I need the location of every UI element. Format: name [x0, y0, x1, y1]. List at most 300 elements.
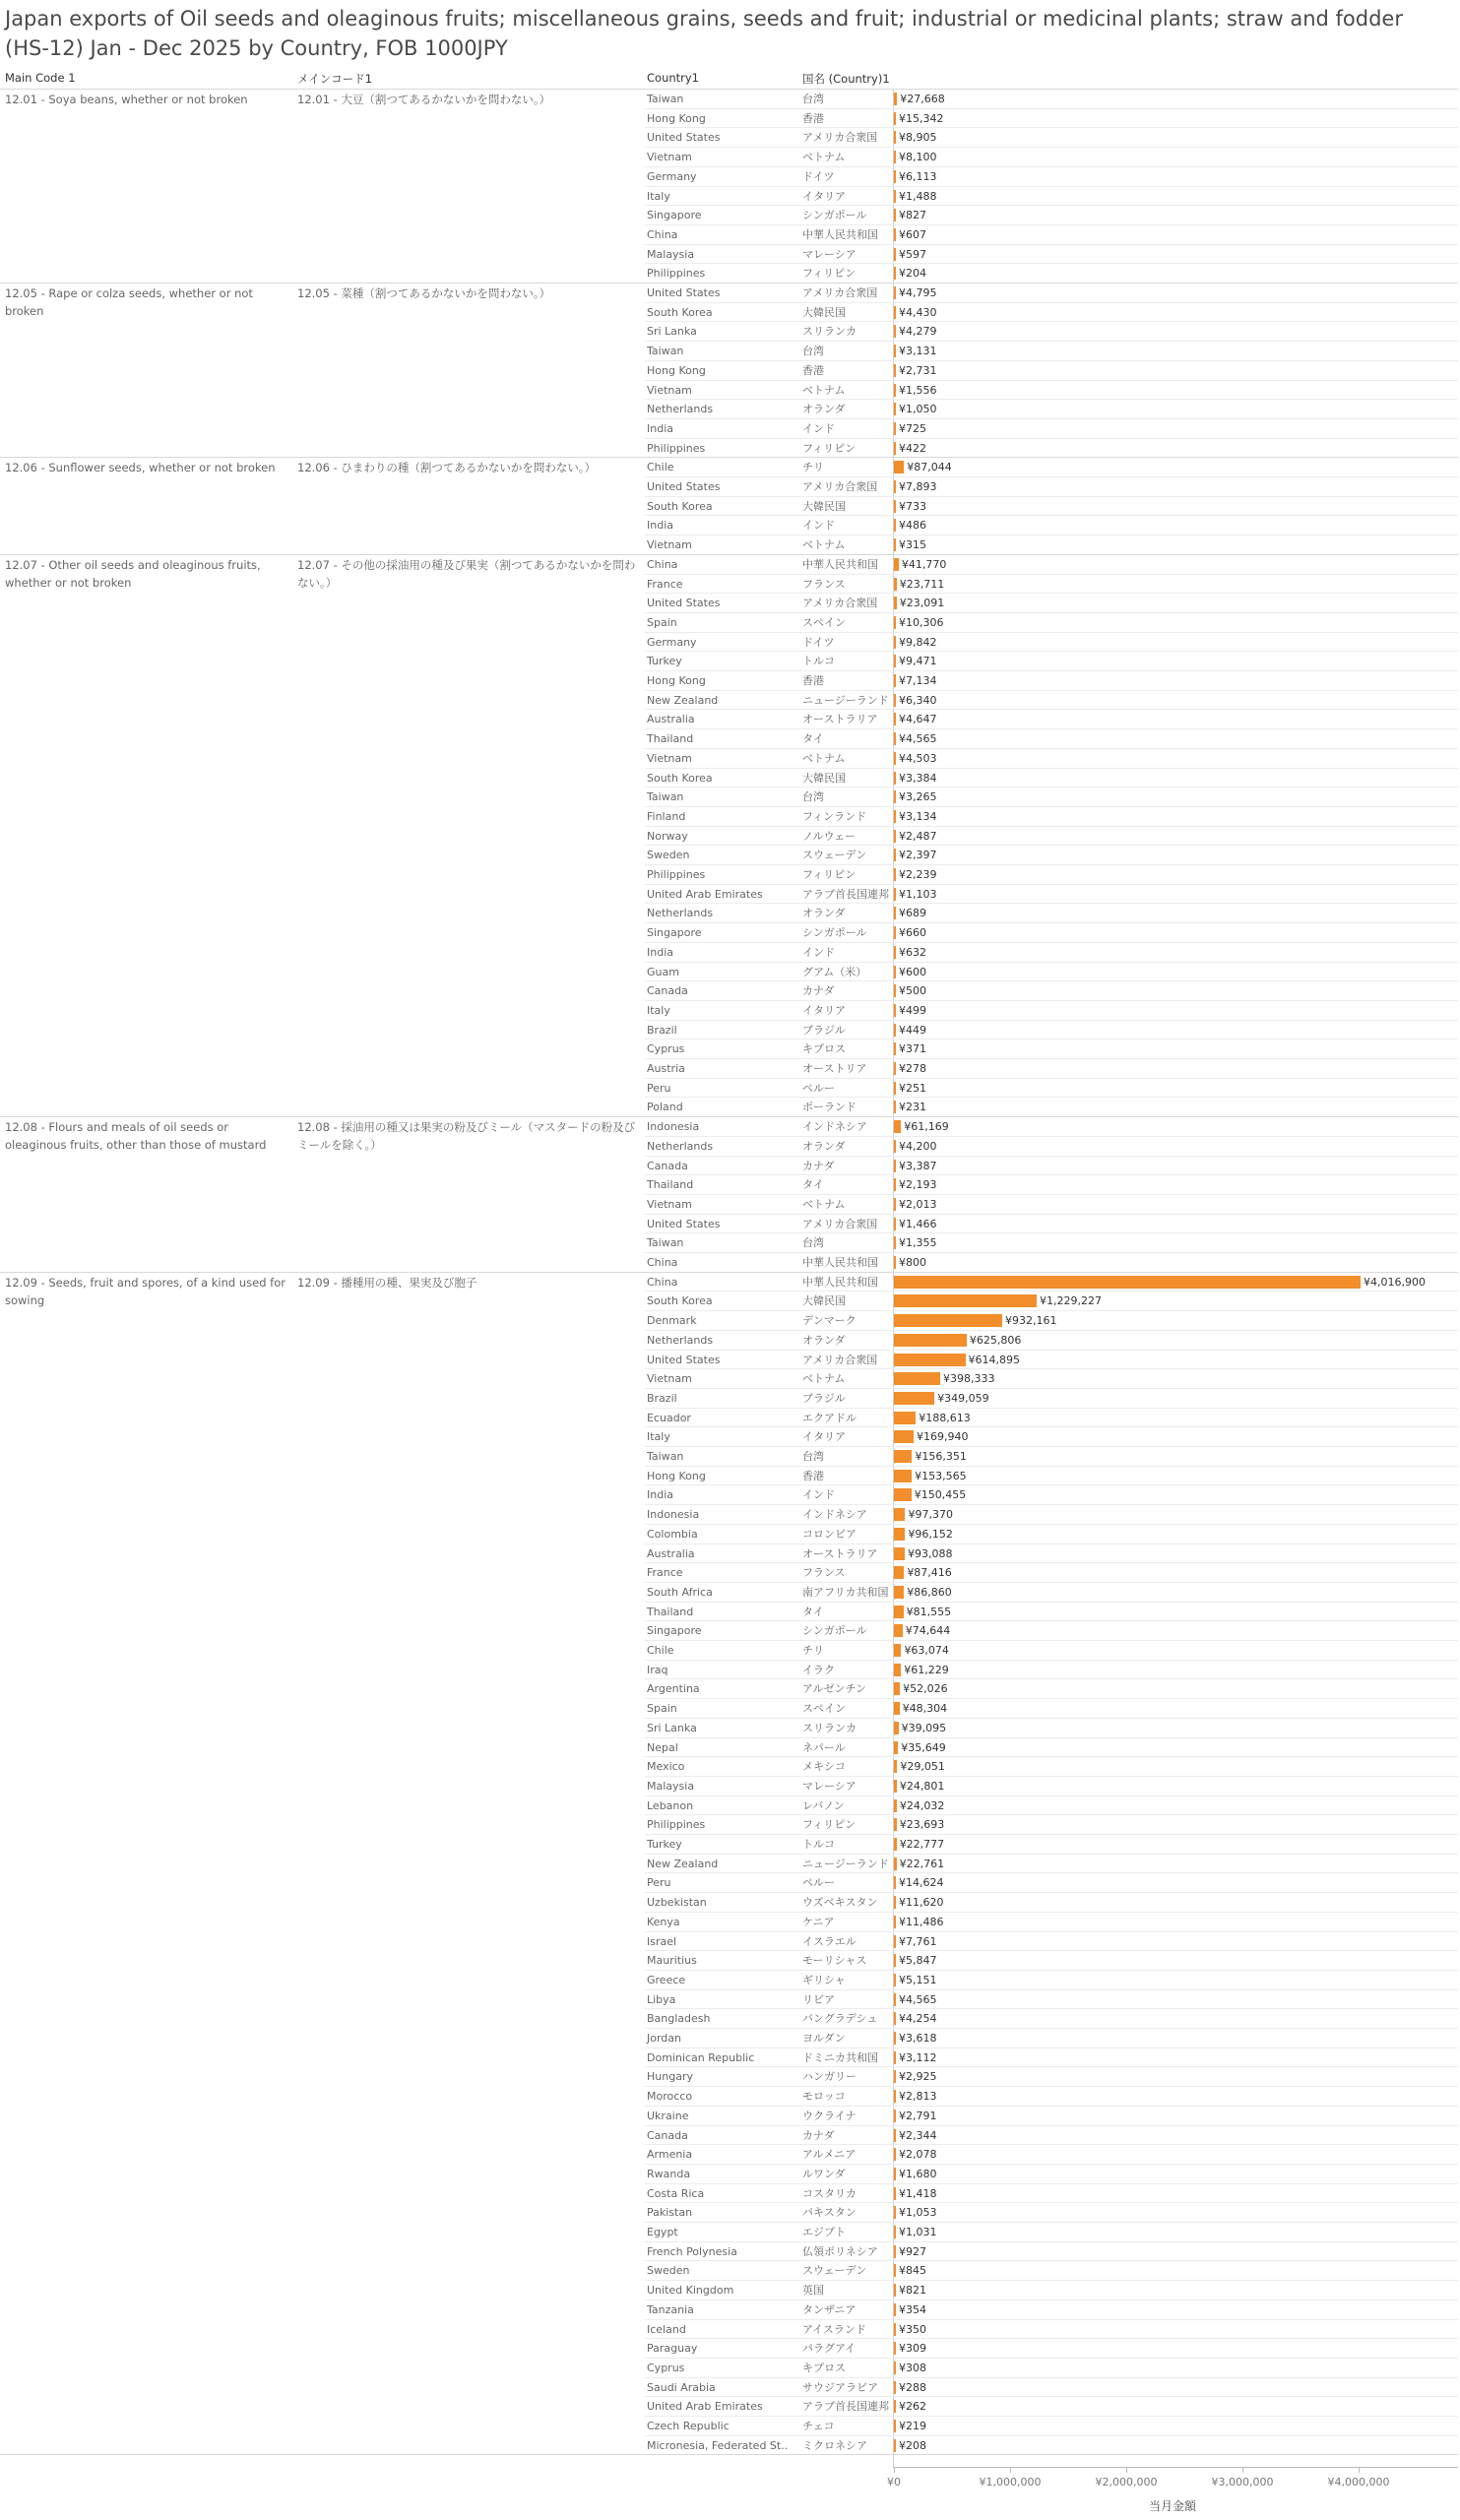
country-label[interactable]: Iraq [647, 1663, 668, 1676]
country-jp-label[interactable]: インド [802, 519, 835, 533]
bar[interactable] [894, 1818, 897, 1831]
bar[interactable] [894, 2245, 896, 2258]
country-label[interactable]: Vietnam [647, 751, 692, 765]
bar[interactable] [894, 2110, 896, 2122]
bar[interactable] [894, 1508, 905, 1521]
country-label[interactable]: Mauritius [647, 1954, 697, 1968]
bar[interactable] [894, 209, 896, 221]
country-label[interactable]: Armenia [647, 2148, 693, 2162]
country-jp-label[interactable]: オランダ [802, 403, 846, 416]
country-jp-label[interactable]: 台湾 [802, 345, 824, 358]
country-jp-label[interactable]: チリ [802, 1644, 824, 1657]
country-label[interactable]: Taiwan [647, 790, 684, 804]
country-label[interactable]: Dominican Republic [647, 2050, 755, 2064]
country-label[interactable]: Indonesia [647, 1120, 700, 1134]
country-label[interactable]: Poland [647, 1101, 683, 1114]
bar[interactable] [894, 248, 896, 261]
main-code-label[interactable]: 12.08 - Flours and meals of oil seeds or oleaginous fruits, other than those of mustard [5, 1120, 267, 1153]
bar[interactable] [894, 2323, 896, 2336]
bar[interactable] [894, 2264, 896, 2277]
country-jp-label[interactable]: アルゼンチン [802, 1682, 867, 1696]
country-jp-label[interactable]: ネパール [802, 1740, 846, 1754]
bar[interactable] [894, 267, 896, 280]
country-jp-label[interactable]: 大韓民国 [802, 499, 846, 513]
country-jp-label[interactable]: イタリア [802, 1003, 846, 1017]
country-label[interactable]: Thailand [647, 1605, 694, 1618]
country-label[interactable]: United States [647, 597, 721, 610]
country-label[interactable]: Chile [647, 461, 674, 474]
country-label[interactable]: Norway [647, 829, 688, 843]
bar[interactable] [894, 1586, 904, 1599]
bar[interactable] [894, 345, 896, 357]
country-jp-label[interactable]: アルメニア [802, 2148, 857, 2162]
country-label[interactable]: Taiwan [647, 1236, 684, 1250]
country-jp-label[interactable]: 中華人民共和国 [802, 557, 878, 571]
country-label[interactable]: Germany [647, 635, 697, 649]
country-jp-label[interactable]: バングラデシュ [802, 2012, 878, 2026]
country-label[interactable]: Canada [647, 1159, 688, 1172]
country-jp-label[interactable]: チリ [802, 461, 824, 474]
bar[interactable] [894, 1450, 912, 1463]
country-jp-label[interactable]: チェコ [802, 2420, 835, 2432]
main-code-jp-label[interactable]: 12.05 - 菜種（割つてあるかないかを問わない。） [297, 286, 551, 300]
bar[interactable] [894, 2206, 896, 2219]
country-label[interactable]: China [647, 557, 678, 571]
bar[interactable] [894, 1062, 896, 1075]
country-label[interactable]: Australia [647, 1546, 695, 1560]
country-jp-label[interactable]: 香港 [802, 674, 824, 687]
country-jp-label[interactable]: デンマーク [802, 1314, 857, 1328]
bar[interactable] [894, 655, 896, 667]
country-jp-label[interactable]: グアム（米） [802, 965, 867, 978]
country-label[interactable]: Guam [647, 965, 679, 978]
country-label[interactable]: India [647, 945, 673, 959]
bar[interactable] [894, 1916, 896, 1928]
country-jp-label[interactable]: ミクロネシア [802, 2438, 867, 2452]
bar[interactable] [894, 966, 896, 978]
country-label[interactable]: Netherlands [647, 907, 714, 920]
country-jp-label[interactable]: アメリカ合衆国 [802, 1353, 878, 1366]
country-jp-label[interactable]: メキシコ [802, 1760, 846, 1774]
bar[interactable] [894, 597, 897, 609]
country-jp-label[interactable]: タイ [802, 732, 824, 746]
country-label[interactable]: Italy [647, 1003, 670, 1017]
country-label[interactable]: United States [647, 1353, 721, 1366]
country-label[interactable]: Austria [647, 1062, 685, 1075]
country-jp-label[interactable]: タイ [802, 1605, 824, 1618]
bar[interactable] [894, 1974, 896, 1986]
bar[interactable] [894, 306, 896, 319]
bar[interactable] [894, 2420, 896, 2432]
bar[interactable] [894, 984, 896, 997]
bar[interactable] [894, 170, 896, 183]
country-label[interactable]: Pakistan [647, 2206, 693, 2220]
country-label[interactable]: Netherlands [647, 1139, 714, 1153]
country-label[interactable]: Thailand [647, 732, 694, 746]
main-code-label[interactable]: 12.05 - Rape or colza seeds, whether or not broken [5, 286, 253, 318]
bar[interactable] [894, 1412, 916, 1424]
country-jp-label[interactable]: 中華人民共和国 [802, 1275, 878, 1289]
country-label[interactable]: Vietnam [647, 1197, 692, 1211]
main-code-jp-label[interactable]: 12.07 - その他の採油用の種及び果実（割つてあるかないかを問わない。） [297, 557, 636, 590]
country-label[interactable]: Singapore [647, 209, 702, 222]
bar[interactable] [894, 2148, 896, 2161]
country-jp-label[interactable]: イラク [802, 1663, 835, 1676]
country-jp-label[interactable]: キプロス [802, 2361, 846, 2374]
country-label[interactable]: Malaysia [647, 247, 695, 261]
country-label[interactable]: Brazil [647, 1023, 677, 1037]
country-jp-label[interactable]: 台湾 [802, 93, 824, 105]
country-jp-label[interactable]: 大韓民国 [802, 305, 846, 319]
country-label[interactable]: Sweden [647, 849, 690, 862]
country-jp-label[interactable]: インド [802, 945, 835, 959]
country-label[interactable]: Spain [647, 615, 677, 629]
country-label[interactable]: Libya [647, 1992, 676, 2006]
country-label[interactable]: China [647, 1256, 678, 1269]
country-jp-label[interactable]: コスタリカ [802, 2186, 857, 2200]
bar[interactable] [894, 286, 896, 299]
bar[interactable] [894, 1606, 904, 1618]
country-jp-label[interactable]: ブラジル [802, 1391, 846, 1405]
country-jp-label[interactable]: 台湾 [802, 1236, 824, 1250]
country-jp-label[interactable]: ハンガリー [802, 2070, 857, 2084]
bar[interactable] [894, 1354, 966, 1366]
bar[interactable] [894, 1528, 905, 1541]
bar[interactable] [894, 1218, 896, 1230]
country-label[interactable]: United Arab Emirates [647, 2400, 763, 2414]
bar[interactable] [894, 1760, 897, 1773]
country-label[interactable]: Czech Republic [647, 2420, 730, 2432]
country-label[interactable]: Egypt [647, 2226, 678, 2238]
country-label[interactable]: Australia [647, 713, 695, 726]
country-jp-label[interactable]: ケニア [802, 1915, 835, 1928]
bar[interactable] [894, 1664, 901, 1676]
country-jp-label[interactable]: シンガポール [802, 926, 867, 940]
country-jp-label[interactable]: カナダ [802, 2128, 835, 2142]
bar[interactable] [894, 1876, 896, 1889]
country-jp-label[interactable]: 大韓民国 [802, 771, 846, 785]
bar[interactable] [894, 1682, 900, 1695]
bar[interactable] [894, 1566, 904, 1579]
country-jp-label[interactable]: ドイツ [802, 635, 835, 649]
bar[interactable] [894, 2226, 896, 2238]
country-jp-label[interactable]: エジプト [802, 2226, 846, 2238]
header-country-jp[interactable]: 国名 (Country)1 [802, 72, 890, 86]
bar[interactable] [894, 810, 896, 823]
country-jp-label[interactable]: アラブ首長国連邦 [802, 887, 889, 901]
country-label[interactable]: Philippines [647, 1818, 706, 1832]
country-jp-label[interactable]: ニュージーランド [802, 1857, 889, 1870]
bar[interactable] [894, 403, 896, 415]
country-jp-label[interactable]: サウジアラビア [802, 2380, 878, 2394]
country-jp-label[interactable]: シンガポール [802, 209, 867, 222]
country-label[interactable]: Philippines [647, 267, 706, 281]
bar[interactable] [894, 558, 899, 571]
country-jp-label[interactable]: オランダ [802, 1139, 846, 1153]
country-jp-label[interactable]: マレーシア [802, 247, 857, 261]
country-label[interactable]: Colombia [647, 1527, 698, 1541]
bar[interactable] [894, 190, 896, 203]
bar[interactable] [894, 1547, 905, 1560]
country-jp-label[interactable]: タンザニア [802, 2302, 857, 2316]
country-jp-label[interactable]: ウクライナ [802, 2109, 857, 2122]
country-label[interactable]: Ukraine [647, 2109, 689, 2122]
bar[interactable] [894, 2342, 896, 2355]
bar[interactable] [894, 1004, 896, 1017]
bar[interactable] [894, 2032, 896, 2045]
country-jp-label[interactable]: スリランカ [802, 1721, 857, 1734]
country-jp-label[interactable]: インド [802, 1488, 835, 1502]
bar[interactable] [894, 461, 904, 473]
main-code-label[interactable]: 12.06 - Sunflower seeds, whether or not broken [5, 461, 276, 475]
country-label[interactable]: Hong Kong [647, 674, 706, 687]
country-jp-label[interactable]: スペイン [802, 615, 846, 629]
country-label[interactable]: Hungary [647, 2070, 693, 2084]
bar[interactable] [894, 1256, 896, 1269]
bar[interactable] [894, 1896, 896, 1909]
country-label[interactable]: Hong Kong [647, 363, 706, 377]
country-jp-label[interactable]: エクアドル [802, 1411, 857, 1424]
bar[interactable] [894, 2381, 896, 2394]
country-jp-label[interactable]: アメリカ合衆国 [802, 597, 878, 610]
bar[interactable] [894, 1741, 898, 1754]
bar[interactable] [894, 1702, 900, 1715]
country-label[interactable]: Vietnam [647, 383, 692, 397]
bar[interactable] [894, 2187, 896, 2200]
country-label[interactable]: Singapore [647, 926, 702, 940]
country-jp-label[interactable]: ルワンダ [802, 2167, 846, 2180]
country-jp-label[interactable]: パラグアイ [802, 2342, 857, 2356]
country-jp-label[interactable]: 中華人民共和国 [802, 1256, 878, 1269]
country-label[interactable]: Netherlands [647, 403, 714, 416]
country-jp-label[interactable]: マレーシア [802, 1779, 857, 1793]
country-jp-label[interactable]: ギリシャ [802, 1973, 846, 1986]
country-jp-label[interactable]: ペルー [802, 1876, 835, 1890]
country-label[interactable]: South Korea [647, 1294, 713, 1308]
country-jp-label[interactable]: スリランカ [802, 325, 857, 339]
bar[interactable] [894, 1993, 896, 2006]
bar[interactable] [894, 1392, 934, 1405]
country-jp-label[interactable]: フィリピン [802, 1818, 857, 1832]
country-label[interactable]: Iceland [647, 2322, 686, 2336]
country-jp-label[interactable]: モーリシャス [802, 1954, 867, 1968]
country-label[interactable]: South Korea [647, 771, 713, 785]
bar[interactable] [894, 2303, 896, 2316]
bar[interactable] [894, 1470, 912, 1482]
country-jp-label[interactable]: 仏領ポリネシア [802, 2244, 878, 2258]
bar[interactable] [894, 2284, 896, 2297]
country-label[interactable]: France [647, 577, 683, 591]
bar[interactable] [894, 325, 896, 338]
country-jp-label[interactable]: イスラエル [802, 1934, 857, 1948]
country-jp-label[interactable]: スウェーデン [802, 849, 867, 862]
country-label[interactable]: Israel [647, 1934, 677, 1948]
country-label[interactable]: Cyprus [647, 1042, 685, 1056]
country-label[interactable]: Vietnam [647, 151, 692, 164]
bar[interactable] [894, 1858, 897, 1870]
country-jp-label[interactable]: オランダ [802, 1333, 846, 1347]
bar[interactable] [894, 1430, 914, 1443]
bar[interactable] [894, 519, 896, 532]
country-label[interactable]: India [647, 519, 673, 533]
bar[interactable] [894, 1140, 896, 1153]
country-label[interactable]: New Zealand [647, 1857, 719, 1870]
country-jp-label[interactable]: トルコ [802, 655, 835, 668]
country-label[interactable]: Taiwan [647, 1450, 684, 1463]
country-jp-label[interactable]: アメリカ合衆国 [802, 480, 878, 493]
bar[interactable] [894, 1838, 897, 1851]
country-label[interactable]: Uzbekistan [647, 1896, 707, 1910]
country-jp-label[interactable]: ベトナム [802, 751, 846, 765]
country-label[interactable]: Nepal [647, 1740, 678, 1754]
country-jp-label[interactable]: 中華人民共和国 [802, 227, 878, 241]
country-label[interactable]: Sweden [647, 2264, 690, 2278]
country-jp-label[interactable]: モロッコ [802, 2090, 846, 2104]
country-jp-label[interactable]: ベトナム [802, 151, 846, 164]
country-label[interactable]: Netherlands [647, 1333, 714, 1347]
bar[interactable] [894, 1178, 896, 1191]
country-jp-label[interactable]: ベトナム [802, 538, 846, 552]
bar[interactable] [894, 946, 896, 959]
bar[interactable] [894, 2362, 896, 2374]
country-label[interactable]: Morocco [647, 2090, 693, 2104]
bar[interactable] [894, 2168, 896, 2180]
country-label[interactable]: Hong Kong [647, 1469, 706, 1482]
bar[interactable] [894, 907, 896, 919]
bar[interactable] [894, 422, 896, 435]
header-main-code-jp[interactable]: メインコード1 [297, 72, 373, 86]
country-label[interactable]: Singapore [647, 1624, 702, 1638]
country-label[interactable]: India [647, 1488, 673, 1502]
country-label[interactable]: Philippines [647, 441, 706, 455]
bar[interactable] [894, 1722, 899, 1734]
country-label[interactable]: Sri Lanka [647, 325, 697, 339]
country-jp-label[interactable]: アメリカ合衆国 [802, 1217, 878, 1230]
country-jp-label[interactable]: インド [802, 421, 835, 435]
country-label[interactable]: French Polynesia [647, 2244, 737, 2258]
bar[interactable] [894, 1294, 1037, 1307]
bar[interactable] [894, 694, 896, 707]
country-jp-label[interactable]: ウズベキスタン [802, 1896, 878, 1910]
main-code-jp-label[interactable]: 12.08 - 採油用の種又は果実の粉及びミール（マスタードの粉及びミールを除く。） [297, 1120, 636, 1153]
country-label[interactable]: Paraguay [647, 2342, 698, 2356]
country-jp-label[interactable]: ノルウェー [802, 829, 857, 843]
country-label[interactable]: Hong Kong [647, 111, 706, 125]
bar[interactable] [894, 849, 896, 861]
bar[interactable] [894, 1082, 896, 1095]
bar[interactable] [894, 2012, 896, 2025]
country-label[interactable]: Philippines [647, 868, 706, 881]
country-label[interactable]: Vietnam [647, 538, 692, 552]
country-jp-label[interactable]: フィリピン [802, 868, 857, 881]
main-code-jp-label[interactable]: 12.01 - 大豆（割つてあるかないかを問わない。） [297, 93, 551, 106]
country-jp-label[interactable]: イタリア [802, 189, 846, 203]
bar[interactable] [894, 578, 897, 591]
country-label[interactable]: Peru [647, 1876, 671, 1890]
bar[interactable] [894, 151, 896, 163]
bar[interactable] [894, 93, 897, 105]
country-jp-label[interactable]: コロンビア [802, 1527, 857, 1541]
bar[interactable] [894, 888, 896, 901]
country-label[interactable]: Lebanon [647, 1798, 694, 1812]
bar[interactable] [894, 1120, 901, 1133]
country-label[interactable]: Saudi Arabia [647, 2380, 716, 2394]
bar[interactable] [894, 1160, 896, 1172]
country-label[interactable]: Canada [647, 2128, 688, 2142]
bar[interactable] [894, 1024, 896, 1037]
bar[interactable] [894, 868, 896, 881]
bar[interactable] [894, 674, 896, 687]
country-jp-label[interactable]: ドミニカ共和国 [802, 2050, 878, 2064]
bar[interactable] [894, 1954, 896, 1967]
country-label[interactable]: Italy [647, 1430, 670, 1444]
country-jp-label[interactable]: ドイツ [802, 169, 835, 183]
country-label[interactable]: South Korea [647, 499, 713, 513]
country-label[interactable]: Jordan [647, 2032, 681, 2045]
country-jp-label[interactable]: インドネシア [802, 1120, 867, 1134]
country-label[interactable]: Sri Lanka [647, 1721, 697, 1734]
country-label[interactable]: Vietnam [647, 1372, 692, 1386]
country-jp-label[interactable]: イタリア [802, 1430, 846, 1444]
country-jp-label[interactable]: カナダ [802, 984, 835, 998]
country-jp-label[interactable]: 台湾 [802, 790, 824, 804]
main-code-label[interactable]: 12.09 - Seeds, fruit and spores, of a kind used for sowing [5, 1275, 286, 1307]
country-jp-label[interactable]: 南アフリカ共和国 [802, 1585, 889, 1599]
bar[interactable] [894, 1276, 1361, 1289]
bar[interactable] [894, 480, 896, 493]
bar[interactable] [894, 228, 896, 241]
bar[interactable] [894, 112, 896, 125]
country-label[interactable]: Ecuador [647, 1411, 691, 1424]
country-jp-label[interactable]: フランス [802, 577, 846, 591]
country-jp-label[interactable]: パキスタン [802, 2206, 857, 2220]
bar[interactable] [894, 1334, 967, 1347]
country-label[interactable]: Brazil [647, 1391, 677, 1405]
country-jp-label[interactable]: ペルー [802, 1081, 835, 1095]
bar[interactable] [894, 616, 896, 629]
country-jp-label[interactable]: リビア [802, 1992, 835, 2006]
country-jp-label[interactable]: ベトナム [802, 383, 846, 397]
bar[interactable] [894, 2070, 896, 2083]
country-jp-label[interactable]: 香港 [802, 111, 824, 125]
country-label[interactable]: Taiwan [647, 93, 684, 105]
country-jp-label[interactable]: フィンランド [802, 809, 867, 823]
country-label[interactable]: Malaysia [647, 1779, 695, 1793]
country-jp-label[interactable]: オーストリア [802, 1062, 867, 1075]
bar[interactable] [894, 790, 896, 803]
country-label[interactable]: Bangladesh [647, 2012, 711, 2026]
country-label[interactable]: Thailand [647, 1178, 694, 1192]
country-label[interactable]: Indonesia [647, 1508, 700, 1522]
bar[interactable] [894, 1101, 896, 1113]
country-jp-label[interactable]: ブラジル [802, 1023, 846, 1037]
country-jp-label[interactable]: キプロス [802, 1042, 846, 1056]
country-label[interactable]: Mexico [647, 1760, 685, 1774]
country-jp-label[interactable]: アメリカ合衆国 [802, 286, 878, 299]
header-main-code[interactable]: Main Code 1 [5, 71, 76, 85]
bar[interactable] [894, 752, 896, 765]
country-jp-label[interactable]: ニュージーランド [802, 693, 889, 707]
bar[interactable] [894, 1935, 896, 1948]
country-label[interactable]: Costa Rica [647, 2186, 705, 2200]
country-label[interactable]: Germany [647, 169, 697, 183]
bar[interactable] [894, 384, 896, 397]
country-jp-label[interactable]: 香港 [802, 1469, 824, 1482]
bar[interactable] [894, 442, 896, 455]
country-label[interactable]: Cyprus [647, 2361, 685, 2374]
country-jp-label[interactable]: アイスランド [802, 2322, 866, 2336]
country-jp-label[interactable]: トルコ [802, 1838, 835, 1851]
